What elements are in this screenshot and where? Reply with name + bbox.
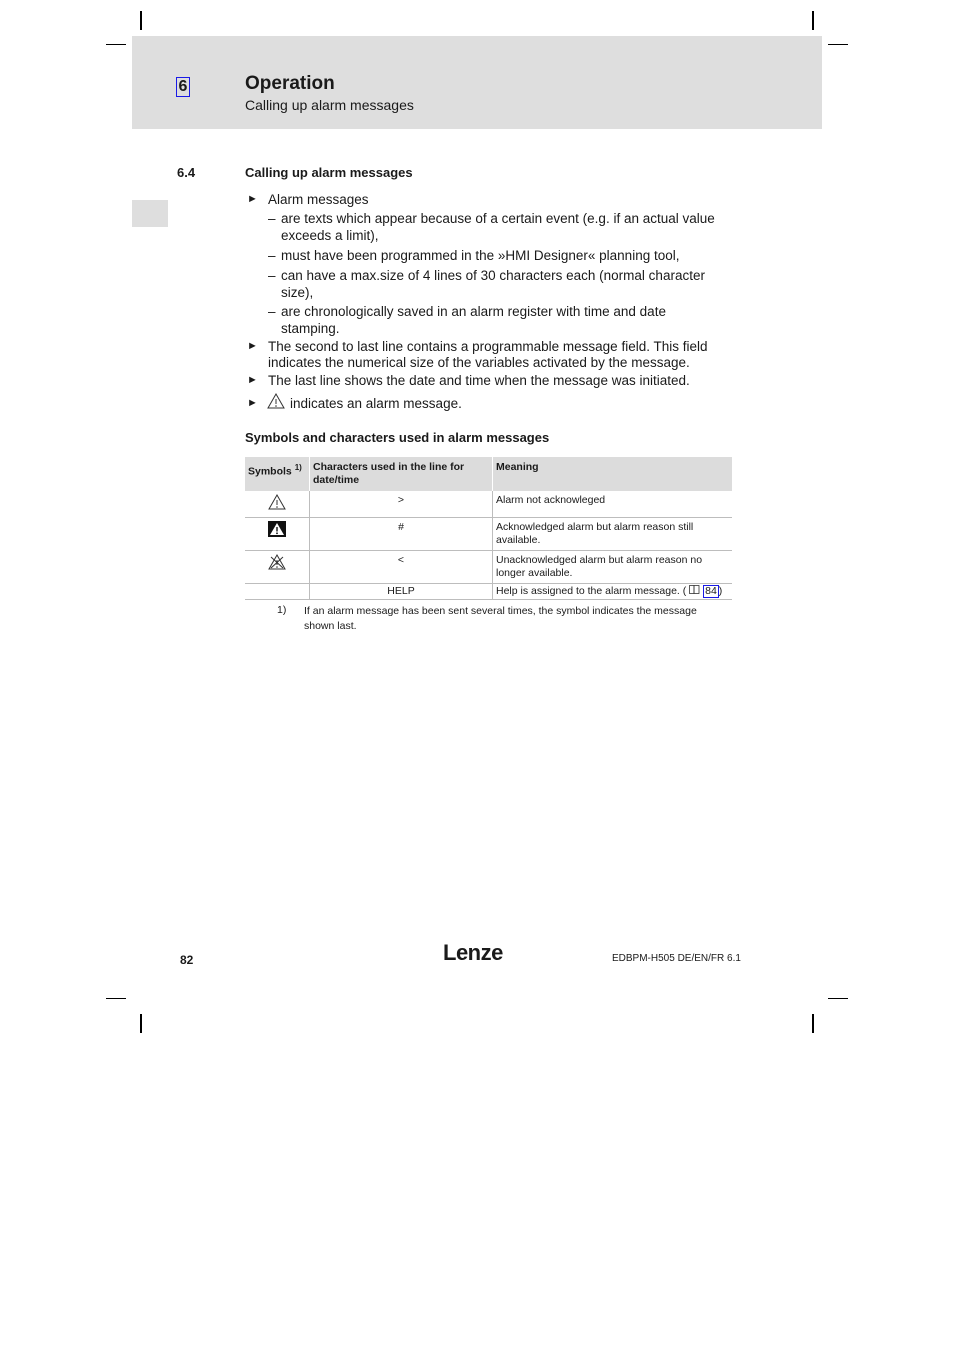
table-row	[245, 518, 732, 551]
crop-mark	[812, 11, 814, 30]
symbol-cell	[245, 584, 310, 600]
column-header-characters: Characters used in the line for date/time	[310, 457, 493, 491]
table-row	[245, 491, 732, 518]
bullet-marker: ►	[247, 340, 258, 352]
dash-text: exceeds a limit),	[281, 228, 379, 243]
dash-text: must have been programmed in the »HMI Designer« planning tool,	[281, 248, 680, 263]
bullet-marker: ►	[247, 374, 258, 386]
bullet-text: indicates the numerical size of the variables activated by the message.	[268, 355, 690, 370]
column-header-symbols: Symbols $^{1)}$	[245, 457, 310, 491]
section-number: 6.4	[177, 165, 196, 180]
book-icon	[686, 585, 703, 597]
symbols-table	[245, 457, 732, 600]
warning-triangle-outline-icon	[267, 393, 285, 414]
table-row	[245, 551, 732, 584]
bullet-text: The last line shows the date and time when the message was initiated.	[268, 373, 690, 388]
chapter-side-marker	[132, 200, 168, 227]
dash-marker: –	[268, 211, 276, 226]
dash-marker: –	[268, 248, 276, 263]
chapter-title: Operation	[245, 73, 335, 94]
chars-cell: HELP	[310, 584, 493, 600]
lenze-logo: Lenze	[443, 940, 503, 965]
chars-cell: #	[310, 518, 493, 551]
meaning-cell: Unacknowledged alarm but alarm reason no longer available.	[493, 551, 733, 584]
crop-mark	[828, 998, 848, 999]
page-number: 82	[180, 953, 194, 967]
crop-mark	[140, 11, 142, 30]
footnote-text: If an alarm message has been sent several times, the symbol indicates the message shown last.	[304, 605, 697, 632]
crop-mark	[812, 1014, 814, 1033]
table-row	[245, 584, 732, 600]
symbol-cell	[245, 491, 310, 518]
symbol-cell	[245, 551, 310, 584]
document-id: EDBPM-H505 DE/EN/FR 6.1	[612, 953, 741, 964]
chars-cell: >	[310, 491, 493, 518]
warning-triangle-crossed-icon	[268, 561, 286, 573]
dash-text: are texts which appear because of a certain event (e.g. if an actual value	[281, 211, 715, 226]
crop-mark	[828, 44, 848, 45]
table-header-row	[245, 457, 732, 491]
dash-text: stamping.	[281, 321, 340, 336]
meaning-cell: Acknowledged alarm but alarm reason still available.	[493, 518, 733, 551]
crop-mark	[140, 1014, 142, 1033]
symbol-cell	[245, 518, 310, 551]
chapter-number-link[interactable]: 6	[176, 77, 190, 97]
bullet-marker: ►	[247, 193, 258, 205]
dash-text: can have a max.size of 4 lines of 30 characters each (normal character	[281, 268, 705, 283]
bullet-text: Alarm messages	[268, 192, 369, 207]
footnote-number: 1)	[277, 604, 287, 616]
warning-triangle-outline-icon	[268, 501, 286, 513]
table-heading: Symbols and characters used in alarm messages	[245, 430, 550, 445]
page-reference-link[interactable]: 84	[705, 585, 717, 597]
warning-triangle-filled-icon	[268, 528, 286, 540]
chars-cell: <	[310, 551, 493, 584]
chapter-subtitle: Calling up alarm messages	[245, 97, 414, 113]
bullet-text: The second to last line contains a programmable message field. This field	[268, 339, 708, 354]
dash-text: size),	[281, 285, 314, 300]
crop-mark	[106, 44, 126, 45]
bullet-marker: ►	[247, 397, 258, 409]
dash-marker: –	[268, 268, 276, 283]
chapter-header-band	[132, 36, 822, 129]
dash-text: are chronologically saved in an alarm register with time and date	[281, 304, 666, 319]
dash-marker: –	[268, 304, 276, 319]
section-title: Calling up alarm messages	[245, 165, 413, 180]
bullet-text: indicates an alarm message.	[290, 396, 462, 411]
column-header-meaning: Meaning	[493, 457, 733, 491]
meaning-cell: Help is assigned to the alarm message. ( 84 )	[493, 584, 733, 600]
crop-mark	[106, 998, 126, 999]
meaning-cell: Alarm not acknowleged	[493, 491, 733, 518]
